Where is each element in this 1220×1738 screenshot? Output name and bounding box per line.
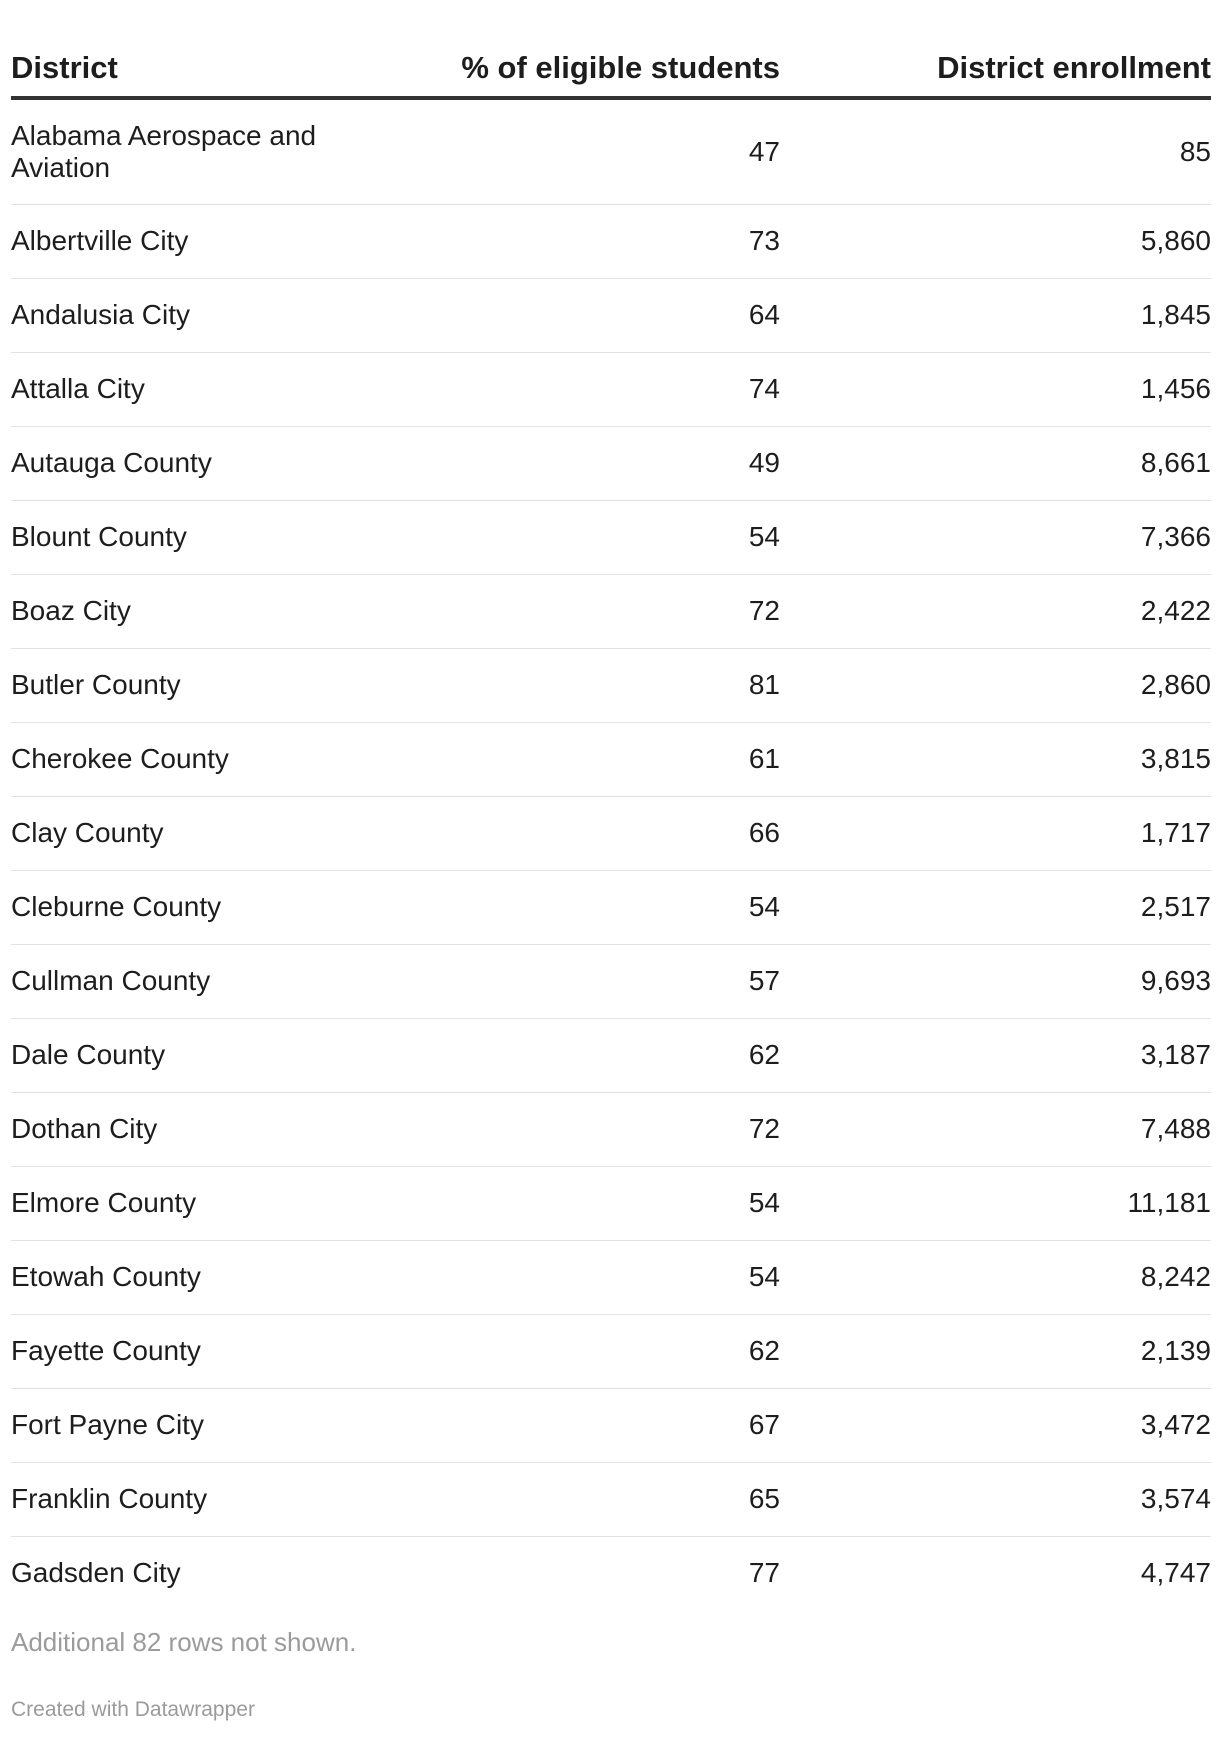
table-row (11, 1314, 1211, 1388)
cell-district: Etowah County (11, 1240, 351, 1314)
cell-district: Franklin County (11, 1462, 351, 1536)
table-row (11, 1536, 1211, 1610)
cell-district: Autauga County (11, 426, 351, 500)
cell-pct: 65 (351, 1462, 780, 1536)
table-row (11, 1462, 1211, 1536)
cell-enrollment: 3,815 (780, 722, 1211, 796)
cell-pct: 64 (351, 278, 780, 352)
cell-enrollment: 85 (780, 98, 1211, 204)
cell-pct: 74 (351, 352, 780, 426)
cell-district: Andalusia City (11, 278, 351, 352)
header-row (11, 0, 1211, 98)
table-container (11, 0, 1211, 1610)
cell-pct: 54 (351, 1166, 780, 1240)
cell-pct: 67 (351, 1388, 780, 1462)
cell-pct: 66 (351, 796, 780, 870)
cell-district: Cleburne County (11, 870, 351, 944)
table-row (11, 426, 1211, 500)
cell-enrollment: 2,139 (780, 1314, 1211, 1388)
districts-table (11, 0, 1211, 1610)
cell-pct: 54 (351, 870, 780, 944)
table-row (11, 574, 1211, 648)
column-header-enrollment[interactable]: District enrollment (780, 0, 1211, 98)
cell-pct: 62 (351, 1018, 780, 1092)
cell-enrollment: 1,845 (780, 278, 1211, 352)
cell-district: Elmore County (11, 1166, 351, 1240)
cell-district: Gadsden City (11, 1557, 181, 1589)
cell-pct: 57 (351, 944, 780, 1018)
cell-district: Fort Payne City (11, 1388, 351, 1462)
table-row (11, 722, 1211, 796)
cell-pct: 49 (351, 426, 780, 500)
cell-enrollment: 3,472 (780, 1388, 1211, 1462)
credit-line: Created with Datawrapper (11, 1698, 255, 1721)
cell-district: Dale County (11, 1018, 351, 1092)
cell-district: Fayette County (11, 1314, 351, 1388)
cell-enrollment: 9,693 (780, 944, 1211, 1018)
cell-enrollment: 3,574 (780, 1462, 1211, 1536)
table-body (11, 98, 1211, 1610)
cell-pct: 73 (351, 204, 780, 278)
cell-enrollment: 3,187 (780, 1018, 1211, 1092)
cell-district: Attalla City (11, 352, 351, 426)
cell-pct: 54 (351, 500, 780, 574)
cell-pct: 47 (351, 98, 780, 204)
table-row (11, 1166, 1211, 1240)
cell-enrollment: 11,181 (780, 1166, 1211, 1240)
table-row (11, 352, 1211, 426)
cell-enrollment: 1,717 (780, 796, 1211, 870)
cell-district: Butler County (11, 648, 351, 722)
cell-pct: 61 (351, 722, 780, 796)
column-header-pct[interactable]: % of eligible students (351, 0, 780, 98)
table-row (11, 1388, 1211, 1462)
cell-district: Dothan City (11, 1092, 351, 1166)
cell-enrollment: 2,517 (780, 870, 1211, 944)
cell-enrollment: 8,661 (780, 426, 1211, 500)
cell-enrollment: 7,366 (780, 500, 1211, 574)
cell-pct: 72 (351, 574, 780, 648)
cell-pct: 81 (351, 648, 780, 722)
cell-district: Clay County (11, 796, 351, 870)
table-row (11, 648, 1211, 722)
table-row (11, 796, 1211, 870)
table-row (11, 870, 1211, 944)
table-row (11, 1240, 1211, 1314)
table-row (11, 1092, 1211, 1166)
cell-enrollment: 1,456 (780, 352, 1211, 426)
cell-pct: 77 (748, 1557, 780, 1589)
table-row (11, 278, 1211, 352)
table-row (11, 98, 1211, 204)
cell-enrollment: 2,422 (780, 574, 1211, 648)
cell-district: Blount County (11, 500, 351, 574)
cell-enrollment: 5,860 (780, 204, 1211, 278)
cell-district: Cullman County (11, 944, 351, 1018)
cell-district: Boaz City (11, 574, 351, 648)
table-row (11, 204, 1211, 278)
cell-pct: 54 (351, 1240, 780, 1314)
column-header-district[interactable]: District (11, 0, 351, 98)
table-row (11, 1018, 1211, 1092)
cell-enrollment: 4,747 (1140, 1557, 1211, 1589)
cell-pct: 72 (351, 1092, 780, 1166)
cell-enrollment: 2,860 (780, 648, 1211, 722)
cell-enrollment: 8,242 (780, 1240, 1211, 1314)
cell-district: Albertville City (11, 204, 351, 278)
table-row (11, 944, 1211, 1018)
table-notes: Additional 82 rows not shown. (11, 1627, 357, 1657)
cell-district-text: Alabama Aerospace and Aviation (11, 119, 317, 183)
cell-district: Cherokee County (11, 722, 351, 796)
cell-district (11, 98, 351, 204)
cell-pct: 62 (351, 1314, 780, 1388)
cell-enrollment: 7,488 (780, 1092, 1211, 1166)
table-row (11, 500, 1211, 574)
